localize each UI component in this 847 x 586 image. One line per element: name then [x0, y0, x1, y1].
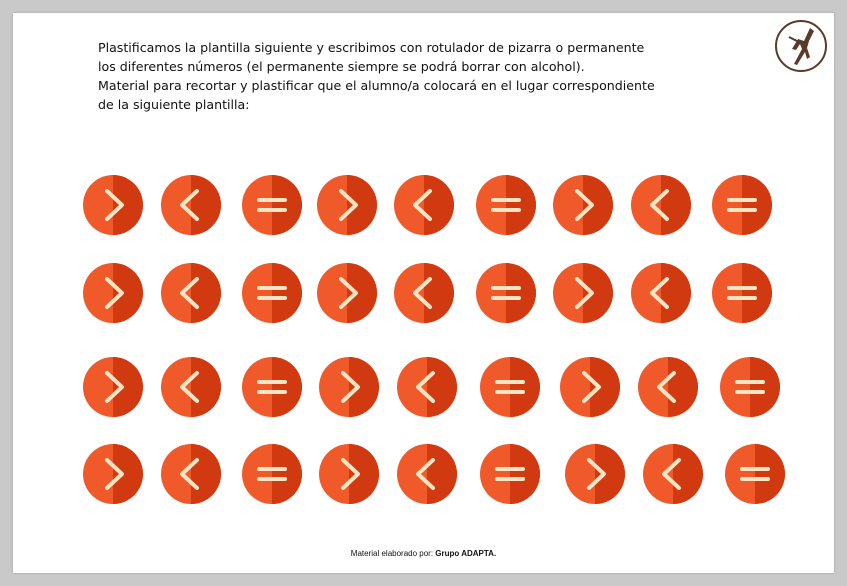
less-than-symbol-card [160, 174, 222, 236]
equals-symbol-card [241, 443, 303, 505]
instruction-line-1: Plastificamos la plantilla siguiente y escribimos con rotulador de pizarra o permanente [98, 40, 645, 55]
greater-than-symbol-card [82, 443, 144, 505]
equals-symbol-card [475, 174, 537, 236]
greater-than-symbol-card [552, 262, 614, 324]
dancer-logo-icon [774, 19, 828, 73]
equals-symbol-card [711, 262, 773, 324]
greater-than-symbol-card [564, 443, 626, 505]
instruction-line-3: Material para recortar y plastificar que el alumno/a colocará en el lugar correspondiente [98, 78, 655, 93]
greater-than-symbol-card [82, 174, 144, 236]
greater-than-symbol-card [82, 356, 144, 418]
equals-symbol-card [479, 356, 541, 418]
greater-than-symbol-card [552, 174, 614, 236]
equals-symbol-card [475, 262, 537, 324]
less-than-symbol-card [160, 356, 222, 418]
greater-than-symbol-card [82, 262, 144, 324]
less-than-symbol-card [637, 356, 699, 418]
less-than-symbol-card [642, 443, 704, 505]
instruction-line-4: de la siguiente plantilla: [98, 97, 250, 112]
greater-than-symbol-card [316, 174, 378, 236]
equals-symbol-card [241, 356, 303, 418]
equals-symbol-card [241, 174, 303, 236]
footer-credit [13, 549, 834, 558]
greater-than-symbol-card [318, 356, 380, 418]
greater-than-symbol-card [318, 443, 380, 505]
equals-symbol-card [479, 443, 541, 505]
less-than-symbol-card [396, 443, 458, 505]
worksheet-page [13, 13, 834, 573]
equals-symbol-card [719, 356, 781, 418]
less-than-symbol-card [630, 174, 692, 236]
equals-symbol-card [724, 443, 786, 505]
less-than-symbol-card [160, 443, 222, 505]
less-than-symbol-card [630, 262, 692, 324]
instructions-text [98, 38, 678, 114]
footer-author: Grupo ADAPTA. [435, 549, 497, 558]
less-than-symbol-card [393, 174, 455, 236]
less-than-symbol-card [396, 356, 458, 418]
less-than-symbol-card [160, 262, 222, 324]
instruction-line-2: los diferentes números (el permanente siempre se podrá borrar con alcohol). [98, 59, 585, 74]
greater-than-symbol-card [316, 262, 378, 324]
equals-symbol-card [711, 174, 773, 236]
equals-symbol-card [241, 262, 303, 324]
footer-prefix: Material elaborado por: [350, 549, 436, 558]
less-than-symbol-card [393, 262, 455, 324]
greater-than-symbol-card [559, 356, 621, 418]
